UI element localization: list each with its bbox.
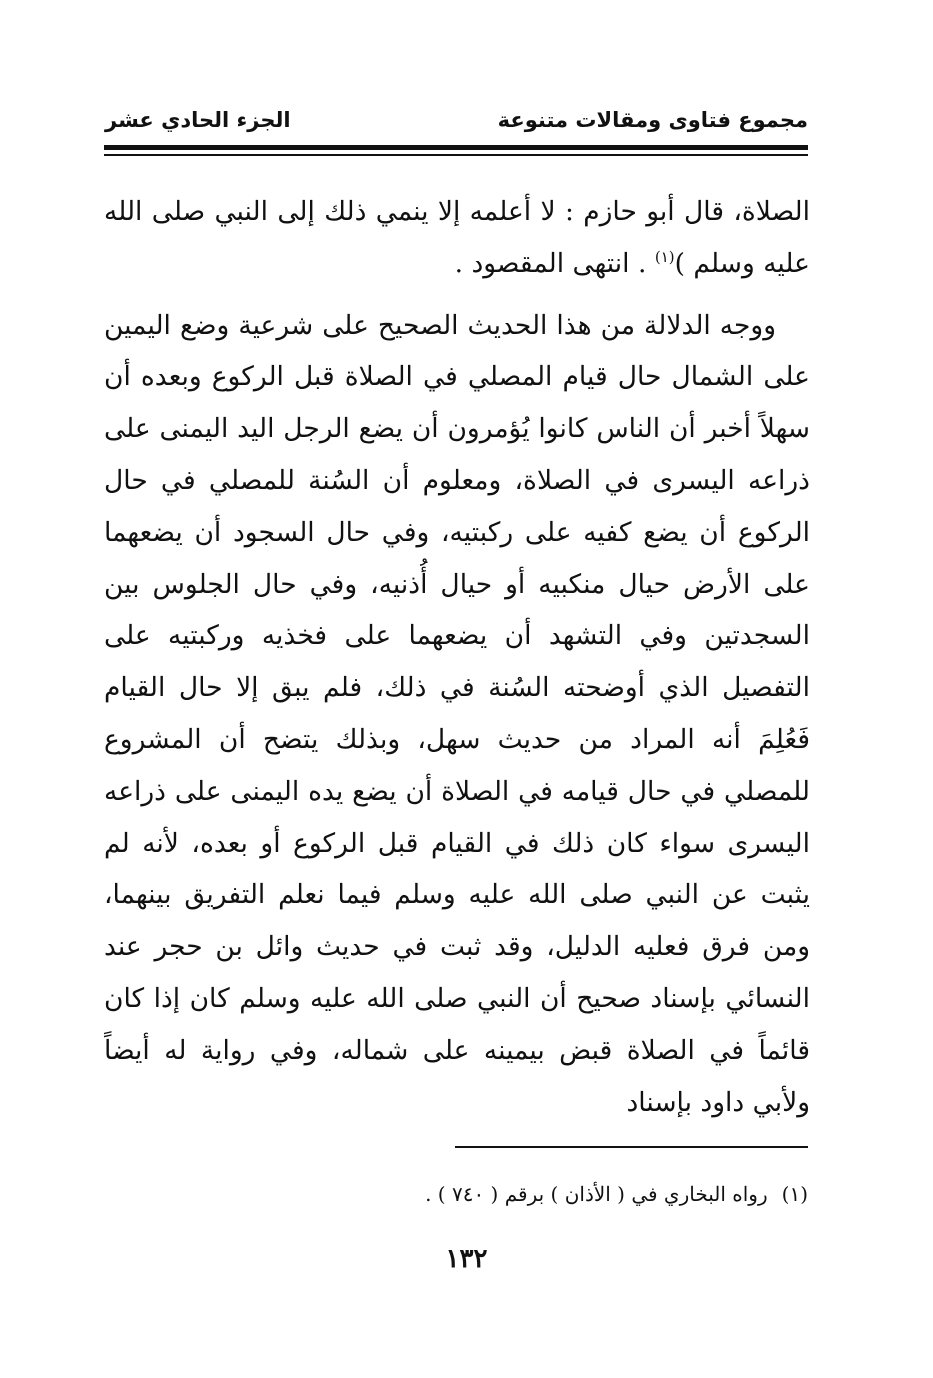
paragraph-continued — [104, 186, 810, 290]
book-title: مجموع فتاوى ومقالات متنوعة — [497, 108, 808, 132]
paragraph-text: الصلاة، قال أبو حازم : لا أعلمه إلا ينمي ذلك إلى النبي صلى الله عليه وسلم ) — [104, 196, 810, 279]
header-rule-thin — [104, 154, 808, 156]
running-header — [105, 108, 808, 142]
footnote — [425, 1182, 808, 1206]
paragraph: ووجه الدلالة من هذا الحديث الصحيح على شرعية وضع اليمين على الشمال حال قيام المصلي في الصلاة قبل الركوع وبعده أن سهلاً أخبر أن الناس كانوا يُؤمرون أن يضع الرجل اليد اليمنى على ذراعه اليسرى في الصلاة، ومعلوم أن السُنة للمصلي في حال الركوع أن يضع كفيه على ركبتيه، وفي حال السجود أن يضعهما على الأرض حيال منكبيه أو حيال أُذنيه، وفي حال الجلوس بين السجدتين وفي التشهد أن يضعهما على فخذيه وركبتيه على التفصيل الذي أوضحته السُنة في ذلك، فلم يبق إلا حال القيام فَعُلِمَ أنه المراد من حديث سهل، وبذلك يتضح أن المشروع للمصلي في حال قيامه في الصلاة أن يضع يده اليمنى على ذراعه اليسرى سواء كان ذلك في القيام قبل الركوع أو بعده، لأنه لم يثبت عن النبي صلى الله عليه وسلم فيما نعلم التفريق بينهما، ومن فرق فعليه الدليل، وقد ثبت في حديث وائل بن حجر عند النسائي بإسناد صحيح أن النبي صلى الله عليه وسلم كان إذا كان قائماً في الصلاة قبض بيمينه على شماله، وفي رواية له أيضاً ولأبي داود بإسناد — [104, 309, 810, 1118]
footnote-reference: (١) — [654, 247, 675, 266]
footnote-divider — [455, 1146, 808, 1148]
header-rule-thick — [104, 145, 808, 150]
main-text — [104, 186, 810, 1128]
page-number: ١٣٢ — [445, 1244, 488, 1274]
footnote-number: (١) — [781, 1182, 808, 1206]
paragraph-text-tail: . انتهى المقصود . — [454, 247, 647, 279]
volume-label: الجزء الحادي عشر — [105, 108, 291, 132]
footnote-text: رواه البخاري في ( الأذان ) برقم ( ٧٤٠ ) . — [425, 1182, 768, 1206]
